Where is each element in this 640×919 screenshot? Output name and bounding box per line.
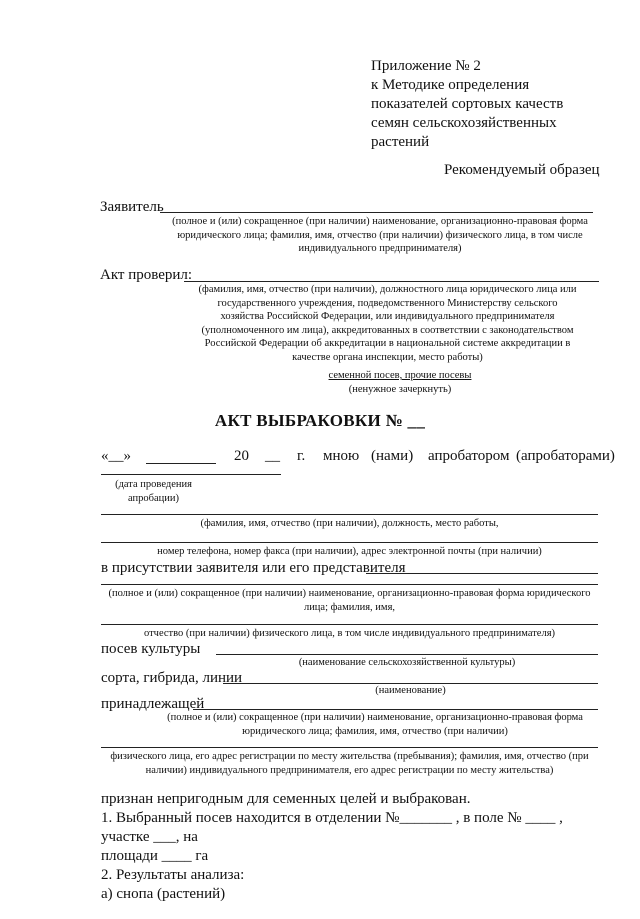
year-suffix: г. bbox=[297, 448, 306, 464]
inspector-label: Акт проверил: bbox=[100, 267, 193, 283]
hint-line: хозяйства Российской Федерации, или индивидуального предпринимателя bbox=[220, 311, 555, 322]
patronymic-field-line[interactable] bbox=[101, 624, 598, 625]
applicant-hint bbox=[150, 215, 610, 256]
aprobator-name-field-line[interactable] bbox=[101, 514, 598, 515]
owner-label: принадлежащей bbox=[101, 696, 205, 712]
hint-line: юридического лица; фамилия, имя, отчество (при наличии) bbox=[242, 725, 508, 737]
day-field[interactable]: «__» bbox=[101, 448, 131, 464]
date-hint bbox=[101, 478, 206, 505]
rejected-statement: признан непригодным для семенных целей и выбракован. bbox=[101, 791, 471, 807]
variety-label: сорта, гибрида, линии bbox=[101, 670, 243, 686]
crop-kind-block bbox=[300, 369, 500, 396]
crop-label: посев культуры bbox=[101, 641, 201, 657]
appendix-line: растений bbox=[371, 134, 430, 150]
owner-field-line[interactable] bbox=[193, 709, 598, 710]
year-field[interactable]: __ bbox=[265, 448, 280, 464]
act-title: АКТ ВЫБРАКОВКИ № __ bbox=[214, 411, 426, 430]
recommended-sample-label: Рекомендуемый образец bbox=[444, 162, 600, 178]
inspector-field-line[interactable] bbox=[184, 281, 599, 282]
word-aprobator: апробатором bbox=[428, 448, 510, 464]
crop-hint: (наименование сельскохозяйственной культуры) bbox=[298, 657, 516, 668]
hint-line: юридического лица; фамилия, имя, отчество (при наличии) физического лица, в том числе bbox=[177, 229, 583, 241]
owner-field-line-2[interactable] bbox=[101, 747, 598, 748]
month-field-line[interactable] bbox=[146, 463, 216, 464]
patronymic-hint: отчество (при наличии) физического лица, в том числе индивидуального предпринимателя) bbox=[143, 628, 556, 639]
presence-label: в присутствии заявителя или его представителя bbox=[101, 560, 406, 576]
hint-line: (уполномоченного им лица), аккредитованных в соответствии с законодательством bbox=[201, 324, 574, 336]
aprobator-contacts-field-line[interactable] bbox=[101, 542, 598, 543]
hint-line: качестве органа инспекции, место работы) bbox=[292, 351, 483, 363]
hint-line: (дата проведения bbox=[115, 479, 192, 490]
hint-line: (фамилия, имя, отчество (при наличии), должностного лица юридического лица или bbox=[198, 284, 577, 295]
crop-kind-hint: (ненужное зачеркнуть) bbox=[348, 383, 452, 395]
crop-kind-value[interactable]: семенной посев, прочие посевы bbox=[328, 370, 472, 381]
hint-line: (полное и (или) сокращенное (при наличии) наименование, организационно-правовая форма юридического bbox=[108, 588, 591, 599]
applicant-field-line[interactable] bbox=[160, 212, 593, 213]
paragraph-2a: а) снопа (растений) bbox=[101, 886, 226, 902]
hint-line: Российской Федерации об аккредитации в национальной системе аккредитации в bbox=[204, 338, 571, 349]
date-field-line[interactable] bbox=[101, 474, 281, 475]
hint-line: наличии) индивидуального предпринимателя, его адрес регистрации по месту жительства) bbox=[145, 764, 554, 776]
appendix-line: к Методике определения bbox=[371, 77, 530, 93]
hint-line: государственного учреждения, подведомственного Министерству сельского bbox=[217, 297, 558, 309]
org-hint bbox=[101, 587, 598, 614]
applicant-label: Заявитель bbox=[100, 199, 164, 215]
hint-line: лица; фамилия, имя, bbox=[303, 601, 396, 613]
word-aprobatory: (апробаторами) bbox=[516, 448, 615, 464]
paragraph-2: 2. Результаты анализа: bbox=[101, 867, 245, 883]
hint-line: физического лица, его адрес регистрации по месту жительства (пребывания); фамилия, имя, отчество (при bbox=[110, 751, 589, 762]
presence-field-line[interactable] bbox=[366, 573, 598, 574]
word-mnoyu: мною bbox=[323, 448, 360, 464]
crop-field-line[interactable] bbox=[216, 654, 598, 655]
appendix-line: показателей сортовых качеств bbox=[371, 96, 564, 112]
appendix-line: семян сельскохозяйственных bbox=[371, 115, 557, 131]
body-text bbox=[101, 790, 601, 904]
owner-hint bbox=[150, 711, 600, 738]
aprobator-hint: (фамилия, имя, отчество (при наличии), должность, место работы, bbox=[200, 518, 499, 529]
paragraph-1b: площади ____ га bbox=[101, 848, 209, 864]
presence-field-line-2[interactable] bbox=[101, 584, 598, 585]
hint-line: индивидуального предпринимателя) bbox=[298, 243, 462, 254]
word-nami: (нами) bbox=[371, 448, 414, 464]
hint-line: (полное и (или) сокращенное (при наличии) наименование, организационно-правовая форма bbox=[167, 712, 583, 723]
variety-hint: (наименование) bbox=[375, 685, 446, 696]
paragraph-1a: 1. Выбранный посев находится в отделении №_______ , в поле № ____ , участке ___, на bbox=[101, 810, 563, 845]
year-prefix: 20 bbox=[234, 448, 249, 464]
appendix-line: Приложение № 2 bbox=[371, 58, 481, 74]
contacts-hint: номер телефона, номер факса (при наличии), адрес электронной почты (при наличии) bbox=[157, 546, 542, 557]
appendix-block bbox=[371, 57, 563, 152]
owner-hint-2 bbox=[101, 750, 598, 777]
hint-line: апробации) bbox=[128, 492, 179, 504]
hint-line: (полное и (или) сокращенное (при наличии) наименование, организационно-правовая форма bbox=[172, 216, 588, 227]
inspector-hint bbox=[180, 283, 595, 364]
